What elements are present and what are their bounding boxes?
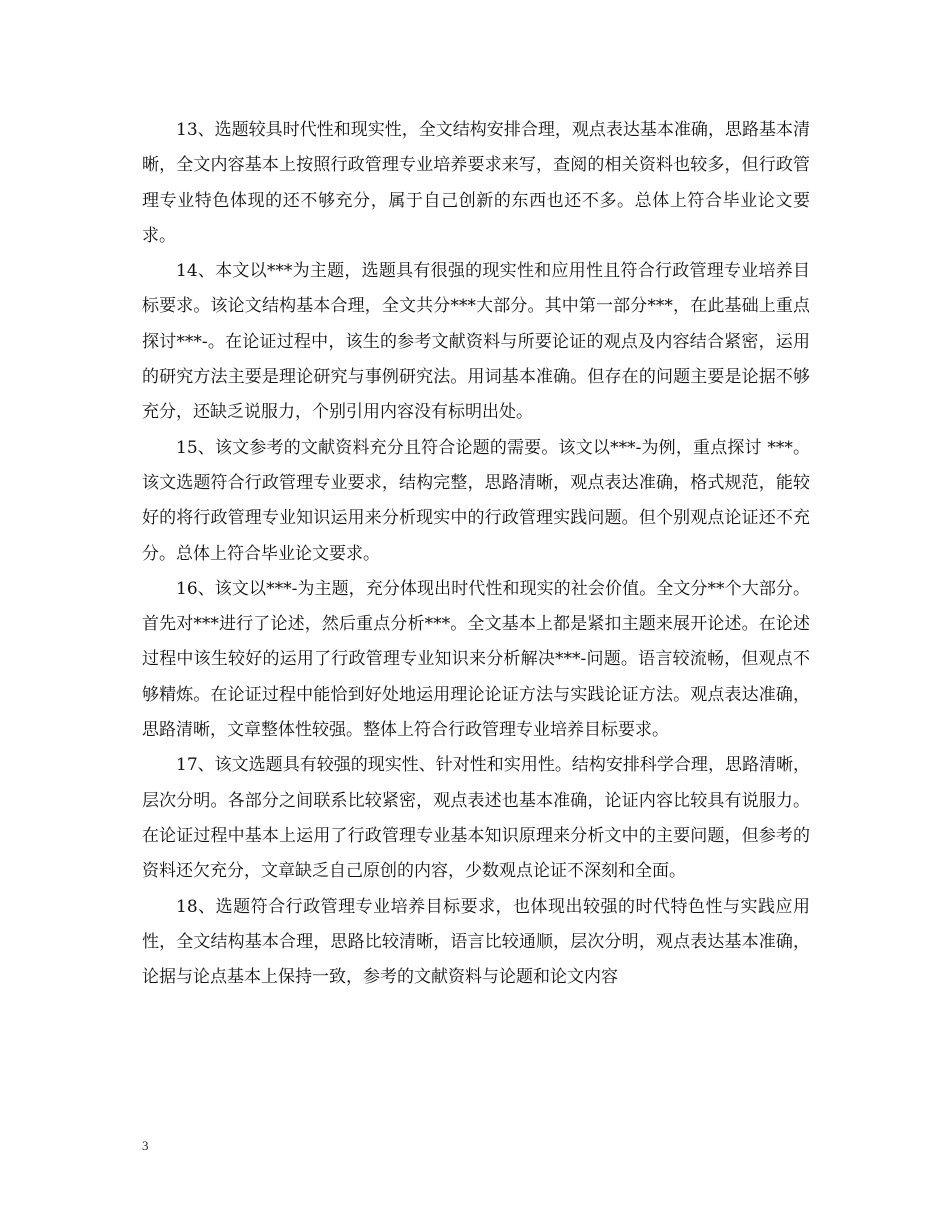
paragraph-16: 16、该文以***-为主题，充分体现出时代性和现实的社会价值。全文分**个大部分。首先对***进行了论述，然后重点分析***。全文基本上都是紧扣主题来展开论述。在论述过程中该生较好的运用了行政管理专业知识来分析解决***-问题。语言较流畅，但观点不够精炼。在论证过程中能恰到好处地运用理论论证方法与实践论证方法。观点表达准确，思路清晰，文章整体性较强。整体上符合行政管理专业培养目标要求。 xyxy=(142,578,810,741)
paragraph-18: 18、选题符合行政管理专业培养目标要求，也体现出较强的时代特色性与实践应用性，全文结构基本合理，思路比较清晰，语言比较通顺，层次分明，观点表达基本准确，论据与论点基本上保持一致，参考的文献资料与论题和论文内容 xyxy=(142,896,810,988)
paragraph-17: 17、该文选题具有较强的现实性、针对性和实用性。结构安排科学合理，思路清晰，层次分明。各部分之间联系比较紧密，观点表述也基本准确，论证内容比较具有说服力。在论证过程中基本上运用了行政管理专业基本知识原理来分析文中的主要问题，但参考的资料还欠充分，文章缺乏自己原创的内容，少数观点论证不深刻和全面。 xyxy=(142,755,810,882)
document-body xyxy=(142,113,810,995)
paragraph-15: 15、该文参考的文献资料充分且符合论题的需要。该文以***-为例，重点探讨 ***。该文选题符合行政管理专业要求，结构完整，思路清晰，观点表达准确，格式规范，能较好的将行政管理专业知识运用来分析现实中的行政管理实践问题。但个别观点论证还不充分。总体上符合毕业论文要求。 xyxy=(142,437,810,564)
paragraph-14: 14、本文以***为主题，选题具有很强的现实性和应用性且符合行政管理专业培养目标要求。该论文结构基本合理，全文共分***大部分。其中第一部分***，在此基础上重点探讨***-。在论证过程中，该生的参考文献资料与所要论证的观点及内容结合紧密，运用的研究方法主要是理论研究与事例研究法。用词基本准确。但存在的问题主要是论据不够充分，还缺乏说服力，个别引用内容没有标明出处。 xyxy=(142,261,810,423)
paragraph-13: 13、选题较具时代性和现实性，全文结构安排合理，观点表达基本准确，思路基本清晰，全文内容基本上按照行政管理专业培养要求来写，查阅的相关资料也较多，但行政管理专业特色体现的还不够充分，属于自己创新的东西也还不多。总体上符合毕业论文要求。 xyxy=(142,120,810,246)
page-number: 3 xyxy=(142,1138,149,1153)
